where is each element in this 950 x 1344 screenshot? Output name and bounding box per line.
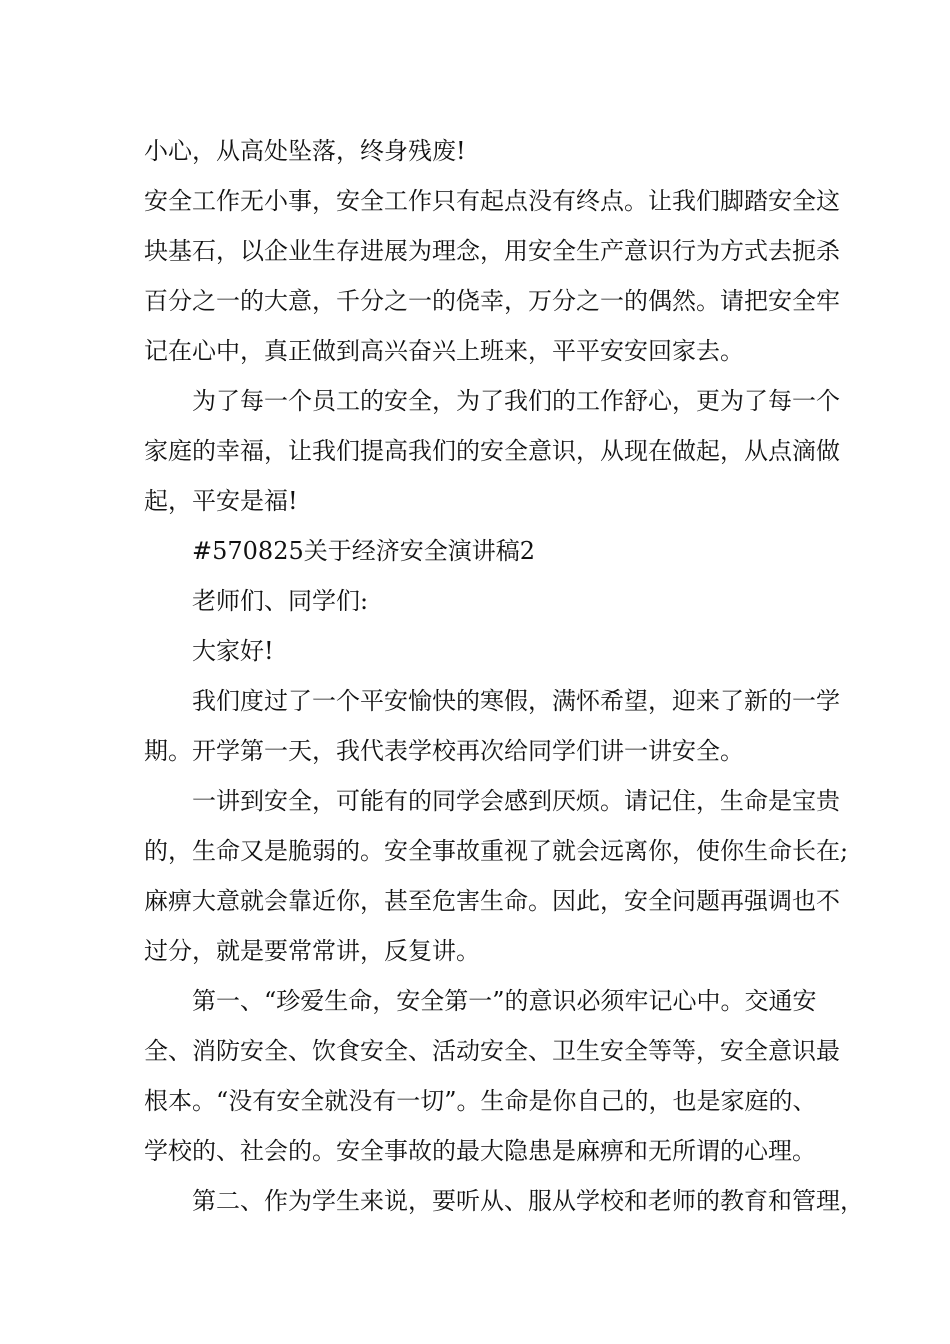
- text-line: 记在心中，真正做到高兴奋兴上班来，平平安安回家去。: [144, 337, 744, 365]
- text-line: 我们度过了一个平安愉快的寒假，满怀希望，迎来了新的一学: [192, 687, 840, 715]
- text-line: 全、消防安全、饮食安全、活动安全、卫生安全等等，安全意识最: [144, 1037, 840, 1065]
- text-line: 一讲到安全，可能有的同学会感到厌烦。请记住，生命是宝贵: [192, 787, 840, 815]
- text-line: 第一、“珍爱生命，安全第一”的意识必须牢记心中。交通安: [192, 987, 817, 1015]
- section-heading: #570825关于经济安全演讲稿2: [192, 537, 535, 565]
- text-line: 学校的、社会的。安全事故的最大隐患是麻痹和无所谓的心理。: [144, 1137, 816, 1165]
- text-line: 过分，就是要常常讲，反复讲。: [144, 937, 480, 965]
- text-line: 期。开学第一天，我代表学校再次给同学们讲一讲安全。: [144, 737, 744, 765]
- text-line: 小心，从高处坠落，终身残废!: [144, 137, 466, 165]
- text-line: 为了每一个员工的安全，为了我们的工作舒心，更为了每一个: [192, 387, 840, 415]
- text-line: 块基石，以企业生存进展为理念，用安全生产意识行为方式去扼杀: [144, 237, 840, 265]
- text-line: 的，生命又是脆弱的。安全事故重视了就会远离你，使你生命长在;: [144, 837, 849, 865]
- text-line: 起，平安是福!: [144, 487, 298, 515]
- text-line: 安全工作无小事，安全工作只有起点没有终点。让我们脚踏安全这: [144, 187, 840, 215]
- text-line: 根本。“没有安全就没有一切”。生命是你自己的，也是家庭的、: [144, 1087, 817, 1115]
- text-line: 百分之一的大意，千分之一的侥幸，万分之一的偶然。请把安全牢: [144, 287, 840, 315]
- text-line: 家庭的幸福，让我们提高我们的安全意识，从现在做起，从点滴做: [144, 437, 840, 465]
- text-line: 麻痹大意就会靠近你，甚至危害生命。因此，安全问题再强调也不: [144, 887, 840, 915]
- text-line: 老师们、同学们:: [192, 587, 369, 615]
- text-line: 第二、作为学生来说，要听从、服从学校和老师的教育和管理，: [192, 1187, 864, 1215]
- text-line: 大家好!: [192, 637, 274, 665]
